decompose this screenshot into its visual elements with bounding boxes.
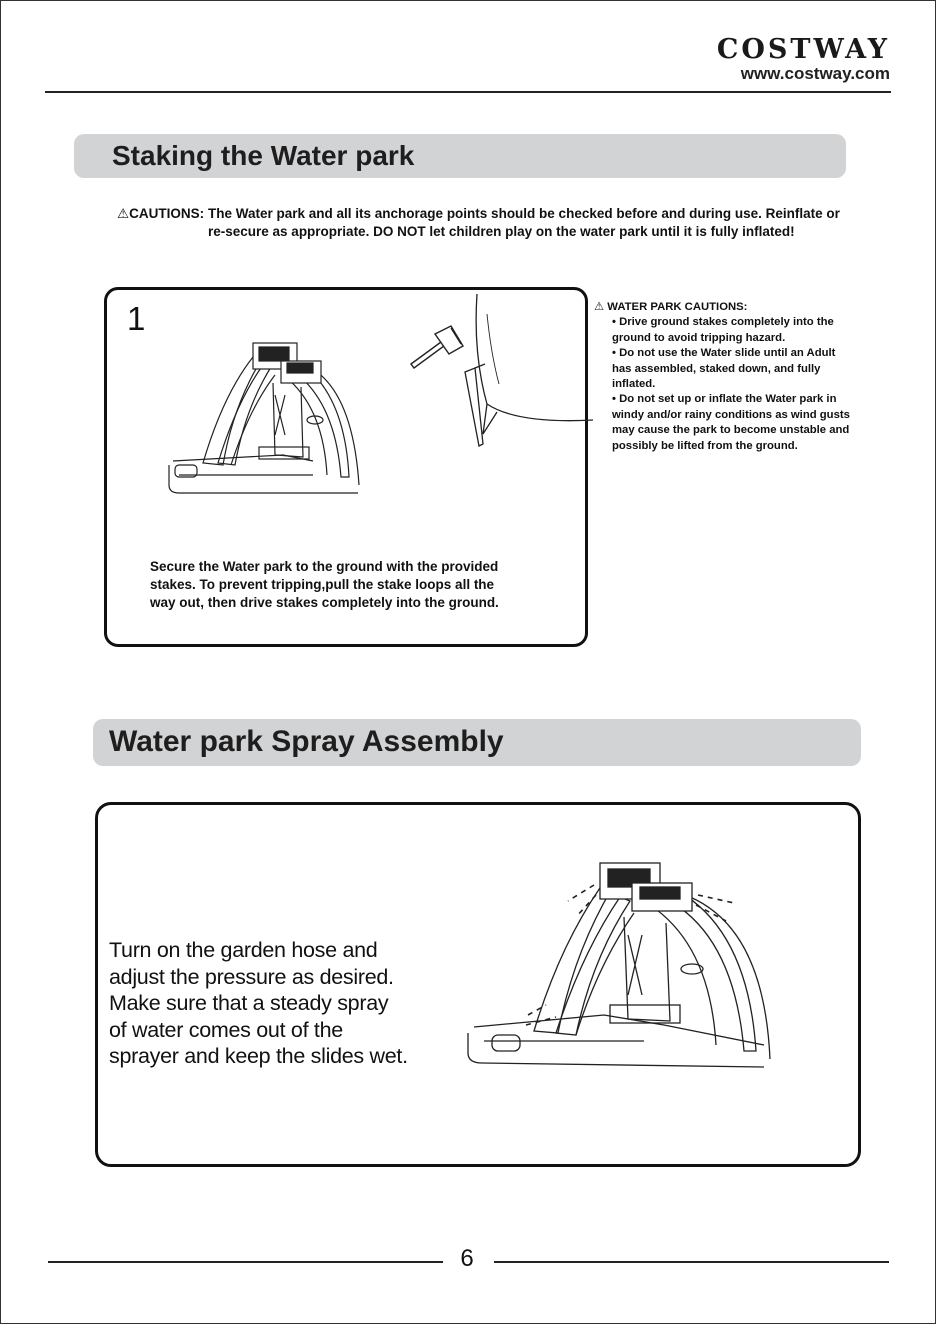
step-1-box: [104, 287, 588, 647]
caution-item: • Do not set up or inflate the Water park in windy and/or rainy conditions as wind gusts may cause the park to become unstable and possibly be lifted from the ground.: [612, 393, 850, 452]
section-title-staking: Staking the Water park: [74, 134, 846, 178]
footer-rule-left: [48, 1261, 443, 1263]
section-title-spray-assembly: Water park Spray Assembly: [93, 719, 861, 766]
page-number: 6: [460, 1245, 474, 1272]
footer-rule-right: [494, 1261, 889, 1263]
cautions-label: [117, 205, 204, 223]
header-rule: [45, 91, 891, 93]
spray-assembly-box: [95, 802, 861, 1167]
step-number: 1: [127, 300, 146, 337]
warning-triangle-icon: ⚠: [594, 301, 608, 313]
water-park-cautions-title-text: WATER PARK CAUTIONS:: [607, 301, 748, 313]
brand-header: [717, 36, 890, 84]
warning-triangle-icon: ⚠: [117, 206, 130, 221]
cautions-note: [117, 205, 857, 241]
brand-logo: COSTWAY: [716, 34, 890, 65]
cautions-text: The Water park and all its anchorage points should be checked before and during use. Reinflate or re-secure as appropriate. DO NOT let children play on the water park until it is fully inflated!: [208, 206, 840, 239]
stake-illustration: [457, 294, 597, 464]
brand-url: www.costway.com: [740, 64, 890, 83]
spray-assembly-instructions: Turn on the garden hose and adjust the pressure as desired. Make sure that a steady spray of water comes out of the sprayer and keep the slides wet.: [109, 938, 408, 1068]
water-park-cautions: [594, 300, 850, 454]
water-park-illustration: [163, 335, 373, 525]
water-park-cautions-title: [594, 300, 850, 315]
caution-item: • Do not use the Water slide until an Adult has assembled, staked down, and fully inflated.: [612, 347, 836, 391]
caution-item: • Drive ground stakes completely into the ground to avoid tripping hazard.: [612, 316, 834, 344]
water-park-spray-illustration: [464, 855, 784, 1105]
cautions-label-text: CAUTIONS:: [129, 206, 205, 221]
step-1-instructions: Secure the Water park to the ground with the provided stakes. To prevent tripping,pull the stake loops all the way out, then drive stakes completely into the ground.: [150, 559, 499, 610]
